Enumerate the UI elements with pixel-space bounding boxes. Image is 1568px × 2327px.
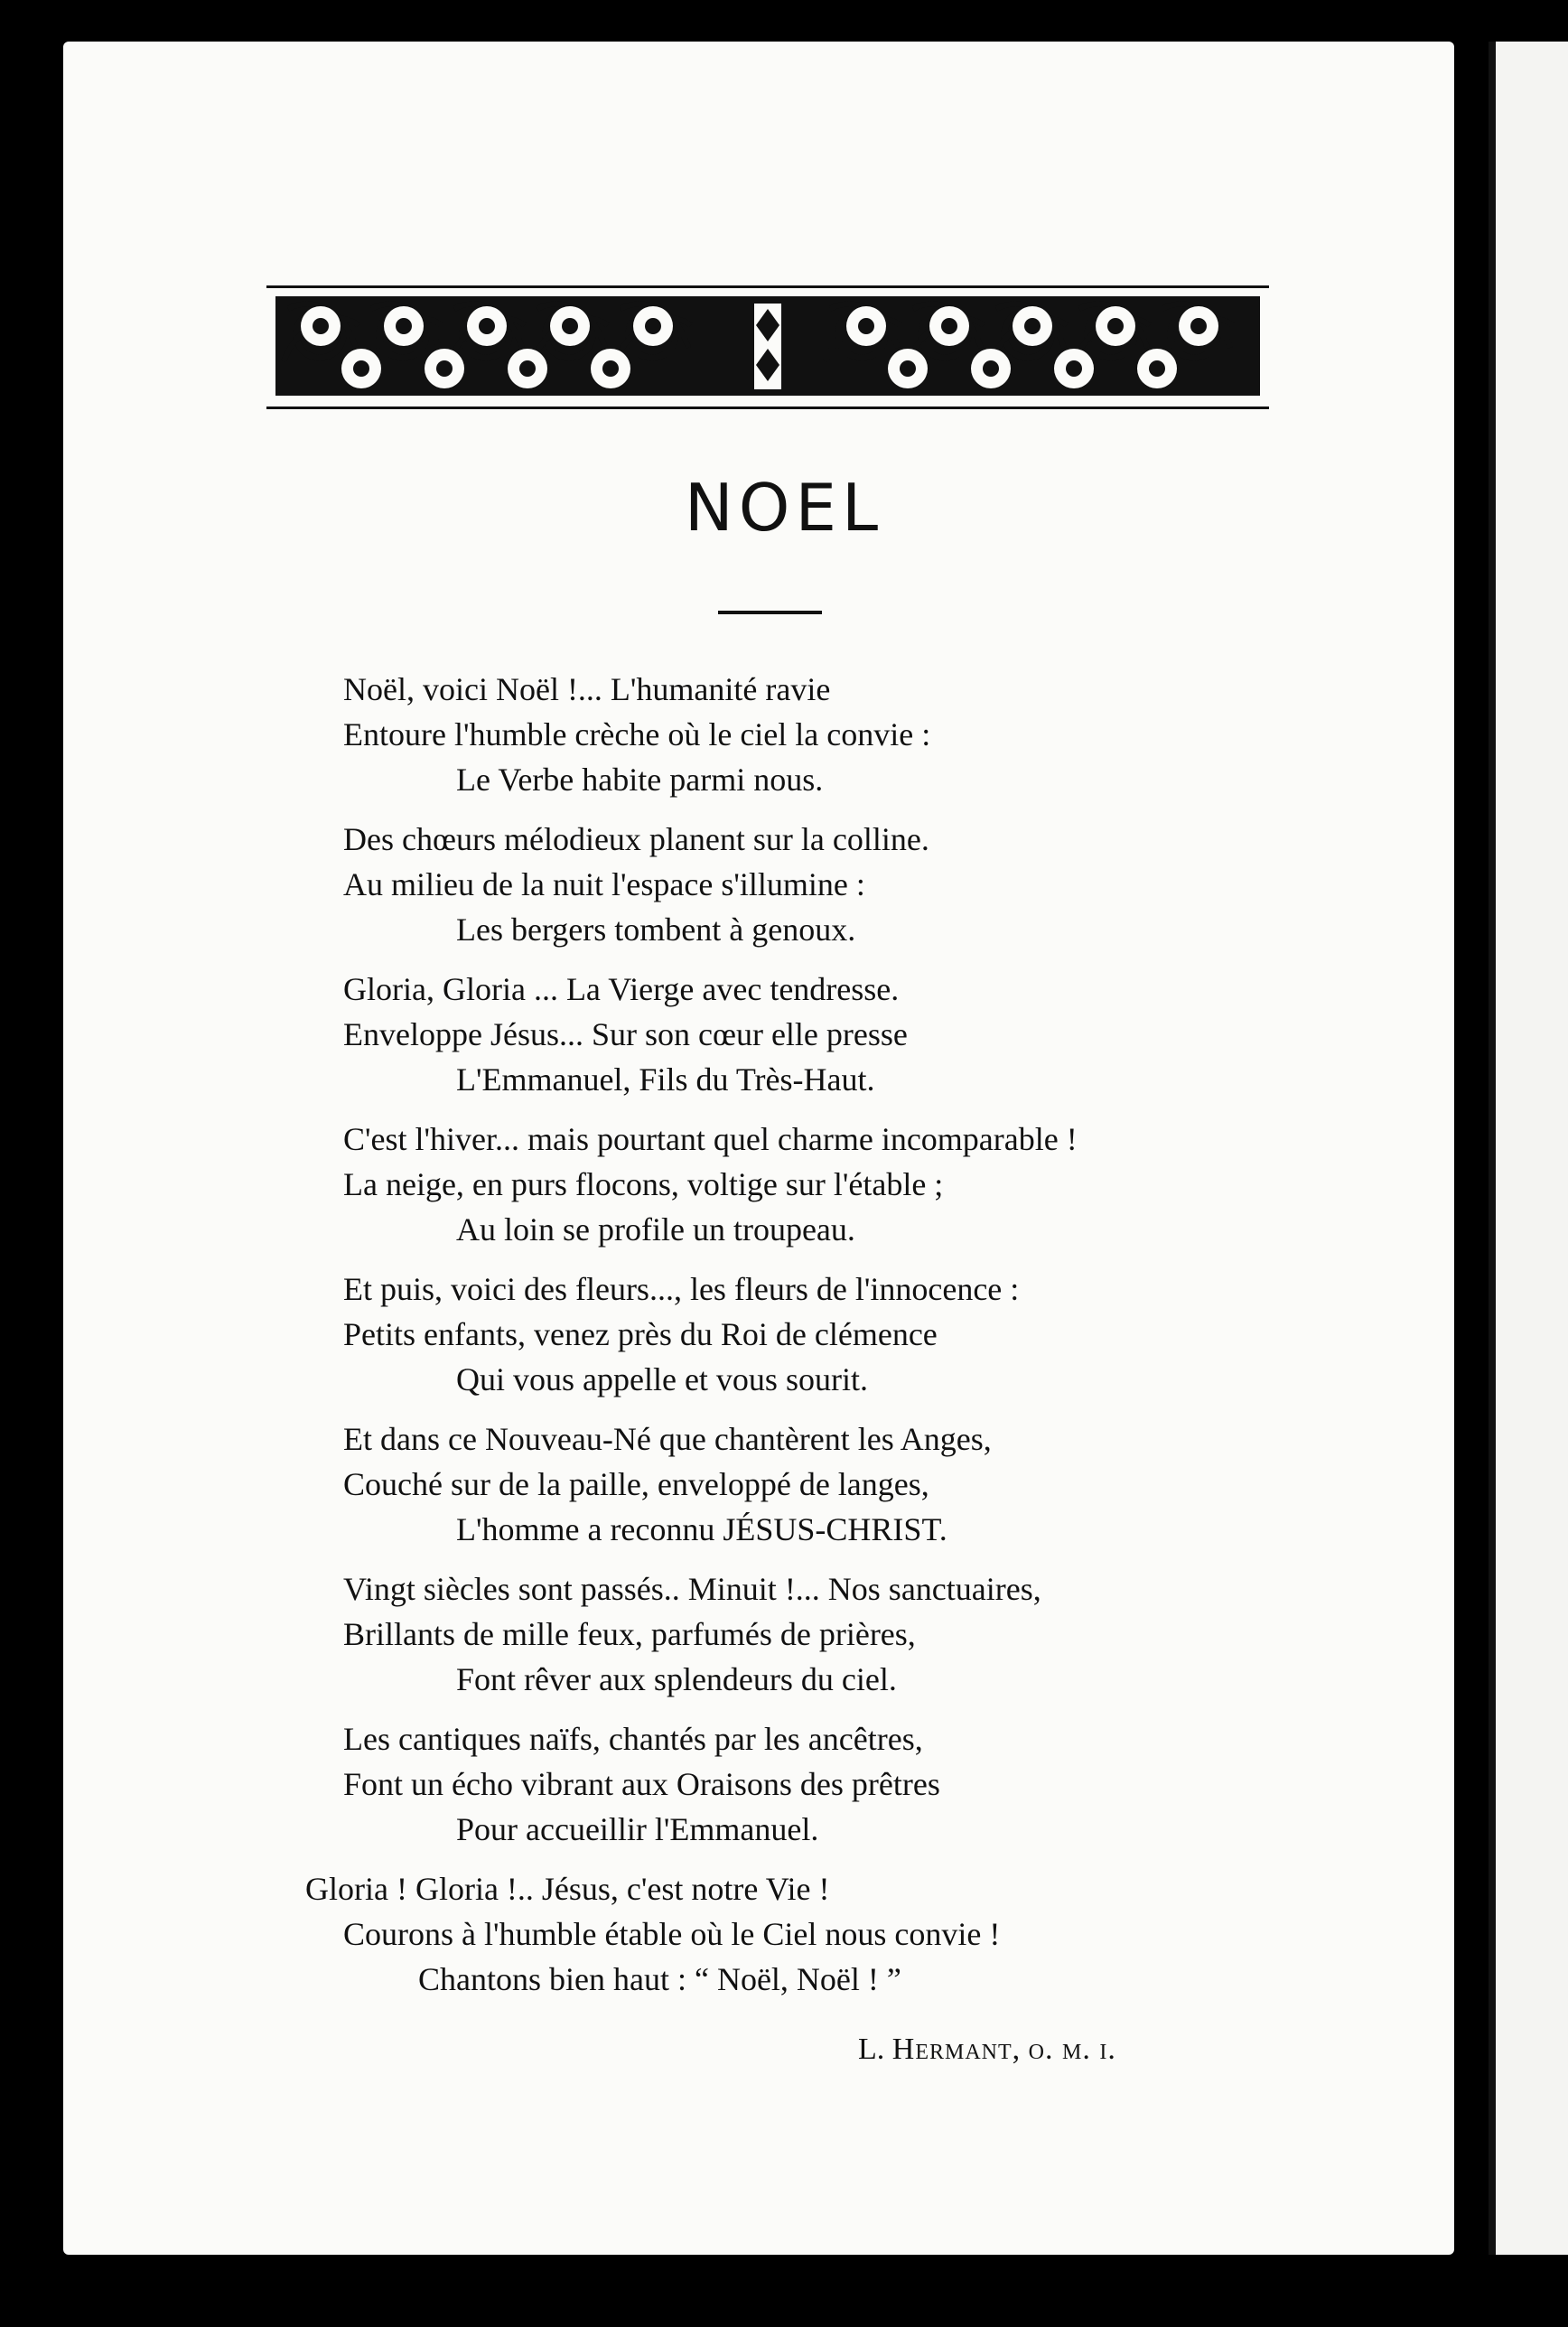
verse-line: Les cantiques naïfs, chantés par les ancêtres, bbox=[343, 1721, 923, 1757]
verse-line: La neige, en purs flocons, voltige sur l'étable ; bbox=[343, 1166, 944, 1202]
title-rule bbox=[718, 611, 822, 614]
verse-line: Entoure l'humble crèche où le ciel la convie : bbox=[343, 716, 931, 752]
stanza bbox=[343, 1266, 1382, 1402]
verse-line: Chantons bien haut : “ Noël, Noël ! ” bbox=[418, 1961, 901, 1997]
stanza bbox=[305, 1866, 1382, 2002]
verse-line: Brillants de mille feux, parfumés de prières, bbox=[343, 1616, 916, 1652]
verse-line: Au milieu de la nuit l'espace s'illumine : bbox=[343, 866, 865, 902]
verse-line: Qui vous appelle et vous sourit. bbox=[456, 1361, 868, 1397]
verse-line: Les bergers tombent à genoux. bbox=[456, 911, 856, 948]
verse-line: Au loin se profile un troupeau. bbox=[456, 1211, 855, 1248]
verse-line: Et puis, voici des fleurs..., les fleurs de l'innocence : bbox=[343, 1271, 1020, 1307]
poem-body bbox=[305, 667, 1382, 2016]
adjacent-page-edge bbox=[1489, 42, 1568, 2255]
verse-line: Et dans ce Nouveau-Né que chantèrent les Anges, bbox=[343, 1421, 992, 1457]
verse-line: L'Emmanuel, Fils du Très-Haut. bbox=[456, 1061, 875, 1098]
verse-line: Pour accueillir l'Emmanuel. bbox=[456, 1811, 819, 1847]
verse-line: Le Verbe habite parmi nous. bbox=[456, 762, 824, 798]
verse-line: Font un écho vibrant aux Oraisons des prêtres bbox=[343, 1766, 940, 1802]
stanza bbox=[343, 817, 1382, 952]
stanza bbox=[343, 1716, 1382, 1852]
verse-line: Noël, voici Noël !... L'humanité ravie bbox=[343, 671, 831, 707]
verse-line: Vingt siècles sont passés.. Minuit !... Nos sanctuaires, bbox=[343, 1571, 1041, 1607]
verse-line: Gloria, Gloria ... La Vierge avec tendresse. bbox=[343, 971, 900, 1007]
verse-line: Font rêver aux splendeurs du ciel. bbox=[456, 1661, 897, 1697]
author-signature bbox=[858, 2033, 1116, 2067]
stanza bbox=[343, 1566, 1382, 1702]
verse-line: C'est l'hiver... mais pourtant quel charme incomparable ! bbox=[343, 1121, 1078, 1157]
verse-line: Enveloppe Jésus... Sur son cœur elle presse bbox=[343, 1016, 908, 1052]
author-order: o. m. i. bbox=[1028, 2033, 1116, 2066]
verse-line: L'homme a reconnu JÉSUS-CHRIST. bbox=[456, 1511, 947, 1547]
stanza bbox=[343, 967, 1382, 1102]
stanza bbox=[343, 1416, 1382, 1552]
stanza bbox=[343, 667, 1382, 802]
verse-line: Courons à l'humble étable où le Ciel nous convie ! bbox=[343, 1916, 1001, 1952]
verse-line: Couché sur de la paille, enveloppé de langes, bbox=[343, 1466, 929, 1502]
stanza bbox=[343, 1117, 1382, 1252]
author-initial: L. bbox=[858, 2033, 885, 2066]
poem-title: NOEL bbox=[684, 470, 884, 546]
verse-line: Des chœurs mélodieux planent sur la colline. bbox=[343, 821, 929, 857]
author-name: Hermant, bbox=[891, 2033, 1022, 2066]
verse-line: Petits enfants, venez près du Roi de clémence bbox=[343, 1316, 938, 1352]
verse-line: Gloria ! Gloria !.. Jésus, c'est notre Vie ! bbox=[305, 1871, 830, 1907]
decorative-header-border bbox=[266, 285, 1269, 412]
